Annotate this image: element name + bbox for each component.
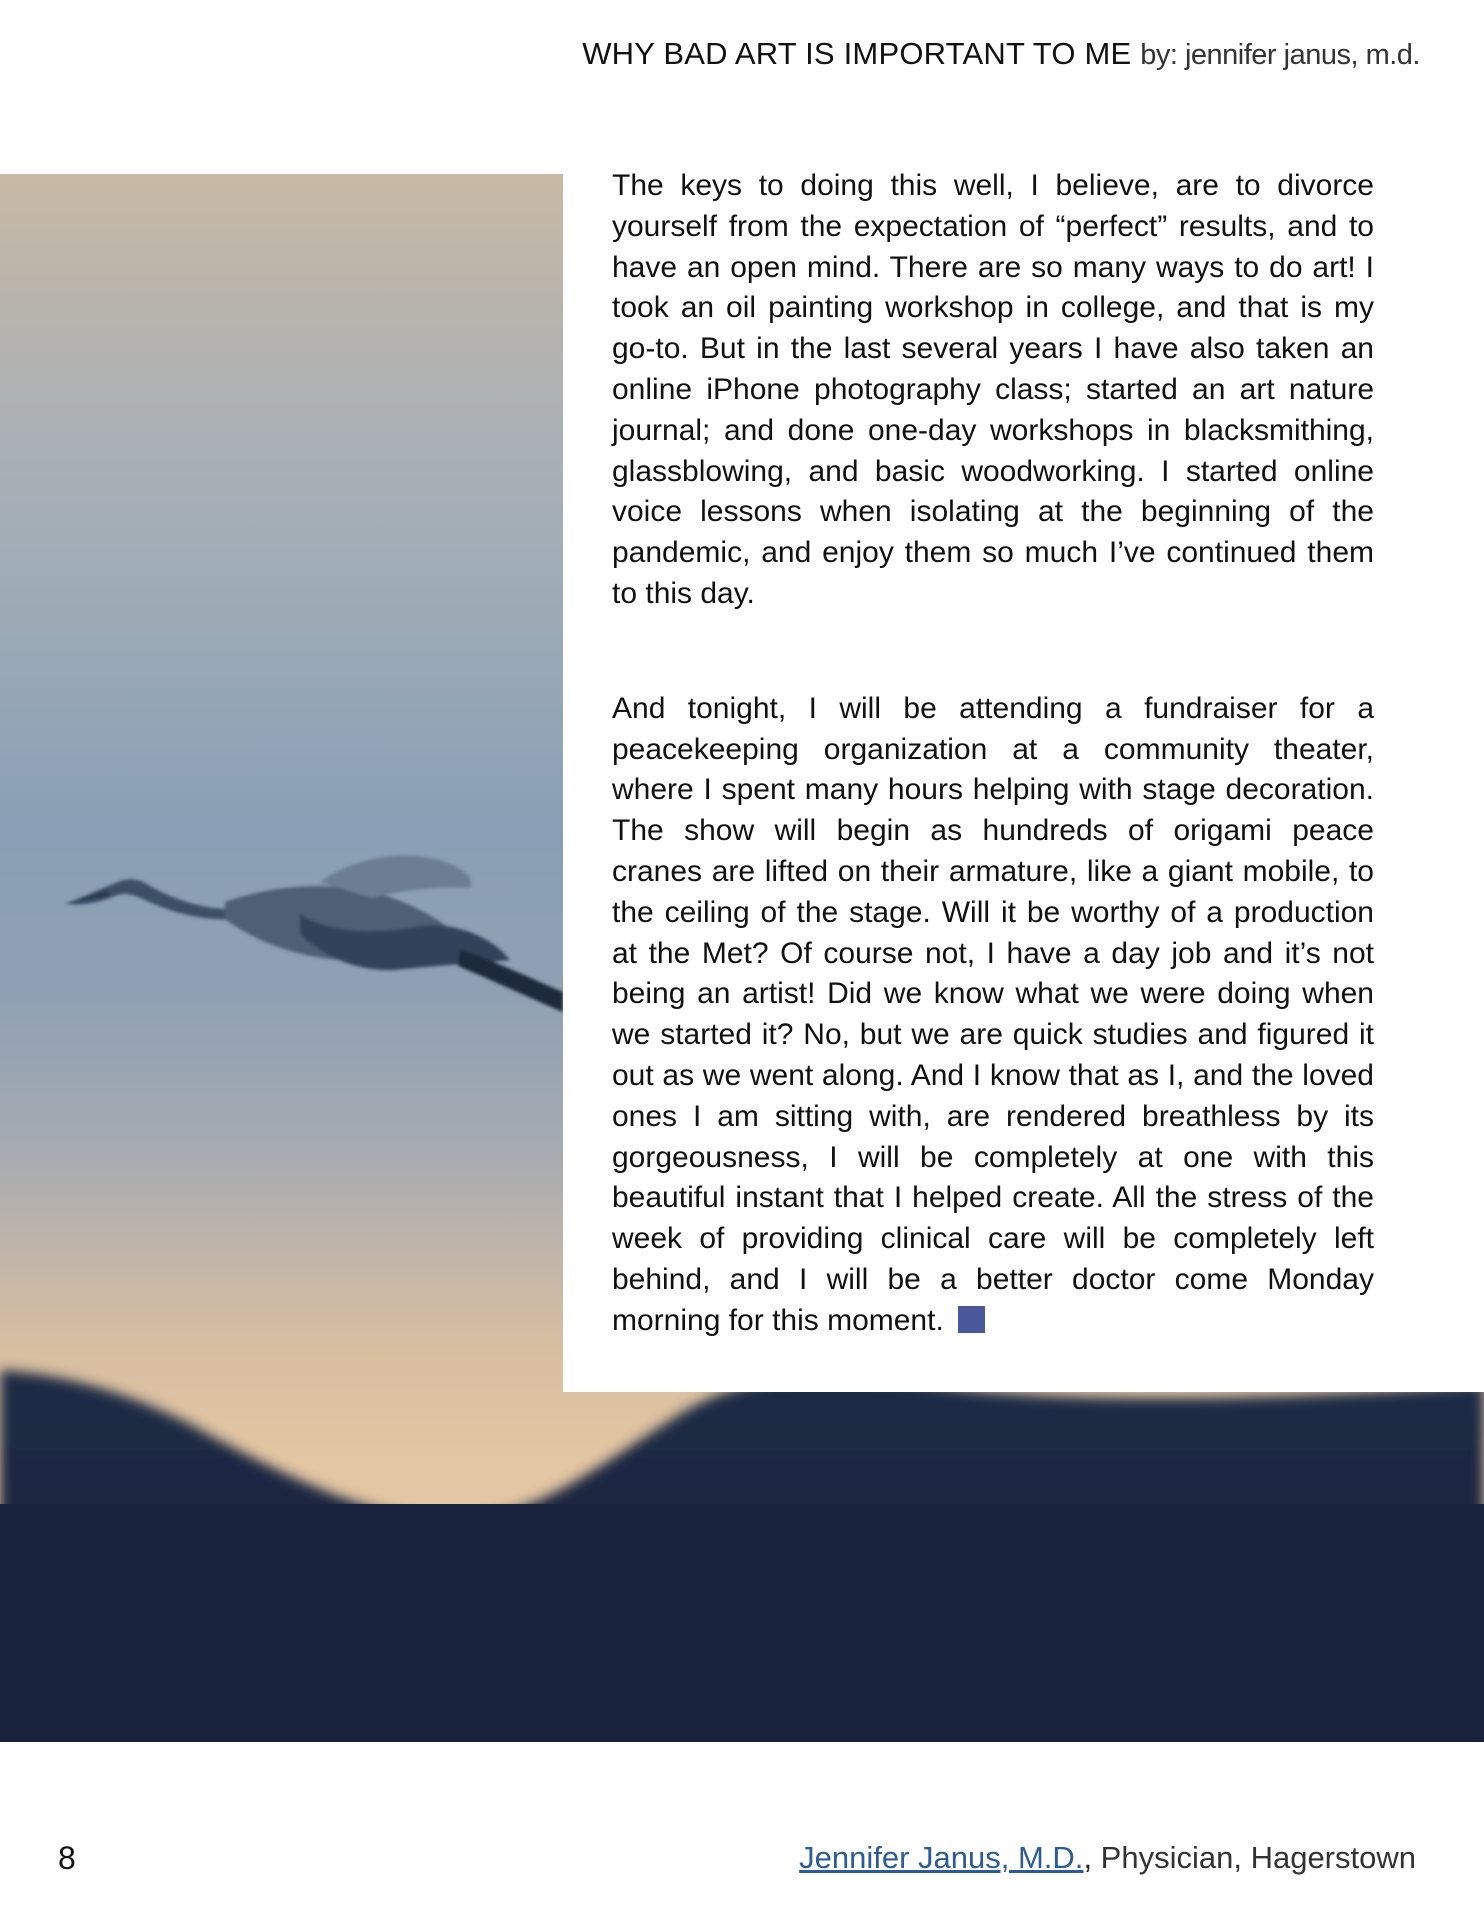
article-title: WHY BAD ART IS IMPORTANT TO ME [582,36,1132,71]
article-body [612,166,1374,1342]
article-byline: by: jennifer janus, m.d. [1140,39,1420,71]
page-number: 8 [58,1840,76,1876]
credit-separator: , [1083,1840,1101,1875]
article-paragraph-last [612,689,1374,1342]
author-link[interactable]: Jennifer Janus, M.D. [799,1840,1084,1875]
author-affiliation: Physician, Hagerstown [1100,1840,1416,1875]
page-header [582,36,1420,72]
author-credit [799,1840,1416,1876]
article-paragraph-text: And tonight, I will be attending a fundraiser for a peacekeeping organization at a community theater, where I spent many hours helping with stage decoration. The show will begin as hundreds of origami peace cranes are lifted on their armature, like a giant mobile, to the ceiling of the stage. Will it be worthy of a production at the Met? Of course not, I have a day job and it’s not being an artist! Did we know what we were doing when we started it? No, but we are quick studies and figured it out as we went along. And I know that as I, and the loved ones I am sitting with, are rendered breathless by its gorgeousness, I will be completely at one with this beautiful instant that I helped create. All the stress of the week of providing clinical care will be completely left behind, and I will be a better doctor come Monday morning for this moment. [612,691,1374,1337]
end-of-article-mark [958,1306,985,1333]
article-paragraph: The keys to doing this well, I believe, are to divorce yourself from the expectation of “perfect” results, and to have an open mind. There are so many ways to do art! I took an oil painting workshop in college, and that is my go-to. But in the last several years I have also taken an online iPhone photography class; started an art nature journal; and done one-day workshops in blacksmithing, glassblowing, and basic woodworking. I started online voice lessons when isolating at the beginning of the pandemic, and enjoy them so much I’ve continued them to this day. [612,169,1374,610]
crane-bird [64,856,563,1012]
